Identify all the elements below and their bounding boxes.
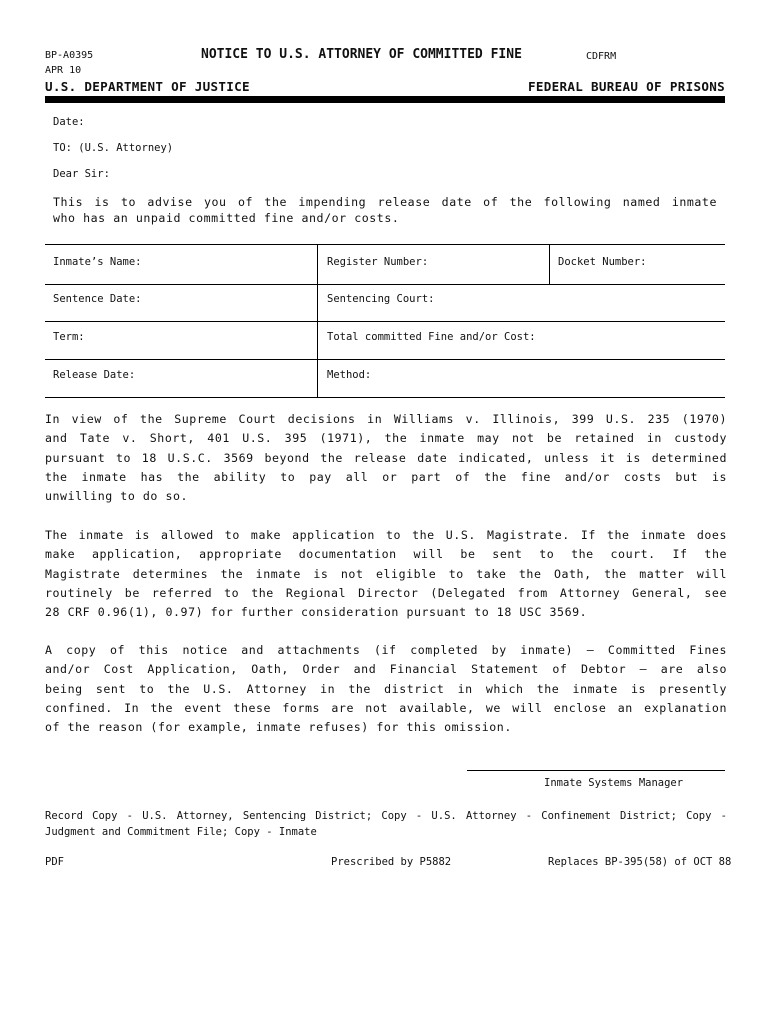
salutation: Dear Sir:	[53, 168, 110, 180]
paragraph-line: make application, appropriate documentation will be sent to the court. If the	[45, 547, 727, 562]
distribution-list	[45, 808, 727, 840]
paragraph-line: pursuant to 18 U.S.C. 3569 beyond the release date indicated, unless it is determined	[45, 450, 727, 465]
replaces-label: Replaces BP-395(58) of OCT 88	[548, 856, 732, 868]
inmate-name-field[interactable]: Inmate’s Name:	[53, 256, 142, 268]
table-divider	[549, 244, 550, 284]
bureau-name: FEDERAL BUREAU OF PRISONS	[527, 79, 725, 94]
sentence-date-field[interactable]: Sentence Date:	[53, 293, 142, 305]
paragraph-court-decisions	[45, 410, 727, 506]
signature-line[interactable]	[467, 770, 725, 771]
form-date: APR 10	[45, 65, 82, 76]
paragraph-line: being sent to the U.S. Attorney in the district in which the inmate is presently	[45, 681, 727, 696]
paragraph-line: Magistrate determines the inmate is not eligible to take the Oath, the matter will	[45, 566, 727, 581]
pdf-label: PDF	[45, 856, 64, 868]
intro-line: This is to advise you of the impending release date of the following named inmate	[53, 195, 717, 209]
paragraph-copy-notice	[45, 641, 727, 737]
release-date-field[interactable]: Release Date:	[53, 369, 136, 381]
table-rule	[45, 359, 725, 360]
paragraph-line: and/or Cost Application, Oath, Order and Financial Statement of Debtor — are also	[45, 662, 727, 677]
term-field[interactable]: Term:	[53, 331, 85, 343]
paragraph-line: A copy of this notice and attachments (if completed by inmate) — Committed Fines	[45, 643, 727, 657]
paragraph-line: In view of the Supreme Court decisions in Williams v. Illinois, 399 U.S. 235 (1970)	[45, 412, 727, 426]
paragraph-line: of the reason (for example, inmate refuses) for this omission.	[45, 720, 512, 735]
to-label: TO: (U.S. Attorney)	[53, 142, 174, 154]
sentencing-court-field[interactable]: Sentencing Court:	[327, 293, 435, 305]
method-field[interactable]: Method:	[327, 369, 372, 381]
table-rule	[45, 244, 725, 245]
register-number-field[interactable]: Register Number:	[327, 256, 429, 268]
paragraph-magistrate	[45, 526, 727, 622]
distribution-line: Record Copy - U.S. Attorney, Sentencing District; Copy - U.S. Attorney - Confinement District; Copy -	[45, 810, 727, 822]
table-rule	[45, 321, 725, 322]
form-title: NOTICE TO U.S. ATTORNEY OF COMMITTED FINE	[201, 47, 522, 62]
form-id: BP-A0395	[45, 50, 94, 61]
paragraph-line: the inmate has the ability to pay all or part of the fine and/or costs but is	[45, 469, 727, 484]
table-rule	[45, 284, 725, 285]
table-rule	[45, 397, 725, 398]
paragraph-line: routinely be referred to the Regional Director (Delegated from Attorney General, see	[45, 585, 727, 600]
paragraph-line: The inmate is allowed to make application to the U.S. Magistrate. If the inmate does	[45, 528, 727, 542]
prescribed-label: Prescribed by P5882	[331, 856, 452, 868]
signature-label: Inmate Systems Manager	[544, 777, 684, 789]
intro-paragraph	[53, 194, 717, 226]
docket-number-field[interactable]: Docket Number:	[558, 256, 647, 268]
intro-line: who has an unpaid committed fine and/or costs.	[53, 211, 400, 225]
paragraph-line: confined. In the event these forms are not available, we will enclose an explanation	[45, 700, 727, 715]
distribution-line: Judgment and Commitment File; Copy - Inmate	[45, 826, 317, 838]
table-divider	[317, 244, 318, 397]
department-name: U.S. DEPARTMENT OF JUSTICE	[45, 79, 250, 94]
paragraph-line: 28 CRF 0.96(1), 0.97) for further consideration pursuant to 18 USC 3569.	[45, 605, 588, 620]
date-label: Date:	[53, 116, 85, 128]
total-fine-field[interactable]: Total committed Fine and/or Cost:	[327, 331, 536, 343]
form-code: CDFRM	[586, 51, 617, 62]
paragraph-line: and Tate v. Short, 401 U.S. 395 (1971), the inmate may not be retained in custody	[45, 431, 727, 446]
paragraph-line: unwilling to do so.	[45, 489, 189, 504]
header-rule	[45, 96, 725, 103]
